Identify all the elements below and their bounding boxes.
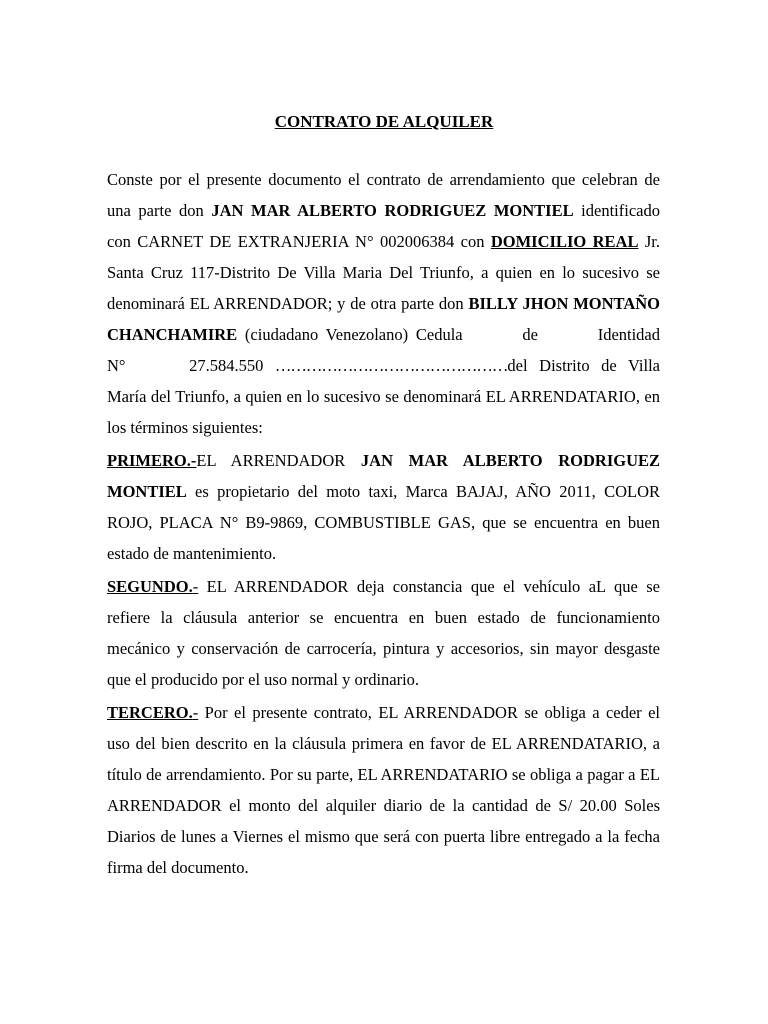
intro-text-1: Conste por el presente documento el contrato de arrendamiento que celebran de una parte don bbox=[107, 170, 660, 220]
clause-tercero bbox=[107, 697, 660, 883]
clause-segundo-text: EL ARRENDADOR deja constancia que el vehículo aL que se refiere la cláusula anterior se encuentra en buen estado de funcionamiento mecánico y conservación de carrocería, pintura y accesorios, sin mayor desgaste que el producido por el uso normal y ordinario. bbox=[107, 577, 660, 689]
intro-text-6: del Distrito de Villa María del Triunfo, a quien en lo sucesivo se denominará EL ARRENDATARIO, en los términos siguientes: bbox=[107, 356, 660, 437]
clause-primero-label: PRIMERO.- bbox=[107, 451, 197, 470]
clause-segundo-label: SEGUNDO. bbox=[107, 577, 193, 596]
clause-primero-text-2: es propietario del moto taxi, Marca BAJAJ, AÑO 2011, COLOR ROJO, PLACA N° B9-9869, COMBUSTIBLE GAS, que se encuentra en buen estado de mantenimiento. bbox=[107, 482, 660, 563]
intro-paragraph bbox=[107, 164, 660, 443]
arrendatario-name: BILLY JHON MONTAÑO CHANCHAMIRE bbox=[107, 294, 660, 344]
clause-primero bbox=[107, 445, 660, 569]
intro-text-5: Cedula de Identidad N° 27.584.550 bbox=[107, 325, 661, 375]
intro-text-3: Jr. Santa Cruz 117-Distrito De Villa Maria Del Triunfo, a quien en lo sucesivo se denominará EL ARRENDADOR; y de otra parte don bbox=[107, 232, 660, 313]
clause-tercero-label: TERCERO. bbox=[107, 703, 193, 722]
clause-segundo bbox=[107, 571, 660, 695]
clause-primero-text-1: EL ARRENDADOR bbox=[196, 451, 361, 470]
clause-primero-name: JAN MAR ALBERTO RODRIGUEZ MONTIEL bbox=[107, 451, 660, 501]
clause-tercero-dash: - bbox=[192, 703, 199, 722]
intro-dots: ……………………………………… bbox=[274, 356, 508, 375]
document-title: CONTRATO DE ALQUILER bbox=[274, 112, 494, 131]
clause-tercero-text: Por el presente contrato, EL ARRENDADOR se obliga a ceder el uso del bien descrito en la cláusula primera en favor de EL ARRENDATARIO, a título de arrendamiento. Por su parte, EL ARRENDATARIO se obliga a pagar a EL ARRENDADOR el monto del alquiler diario de la cantidad de S/ 20.00 Soles Diarios de lunes a Viernes el mismo que será con puerta libre entregado a la fecha firma del documento. bbox=[107, 703, 660, 877]
clause-segundo-dash: - bbox=[192, 577, 199, 596]
intro-text-4: (ciudadano Venezolano) bbox=[237, 325, 409, 344]
document-body bbox=[107, 164, 660, 885]
intro-text-2: identificado con CARNET DE EXTRANJERIA N° 002006384 con bbox=[107, 201, 660, 251]
domicilio-label: DOMICILIO REAL bbox=[490, 232, 639, 251]
arrendador-name: JAN MAR ALBERTO RODRIGUEZ MONTIEL bbox=[211, 201, 574, 220]
